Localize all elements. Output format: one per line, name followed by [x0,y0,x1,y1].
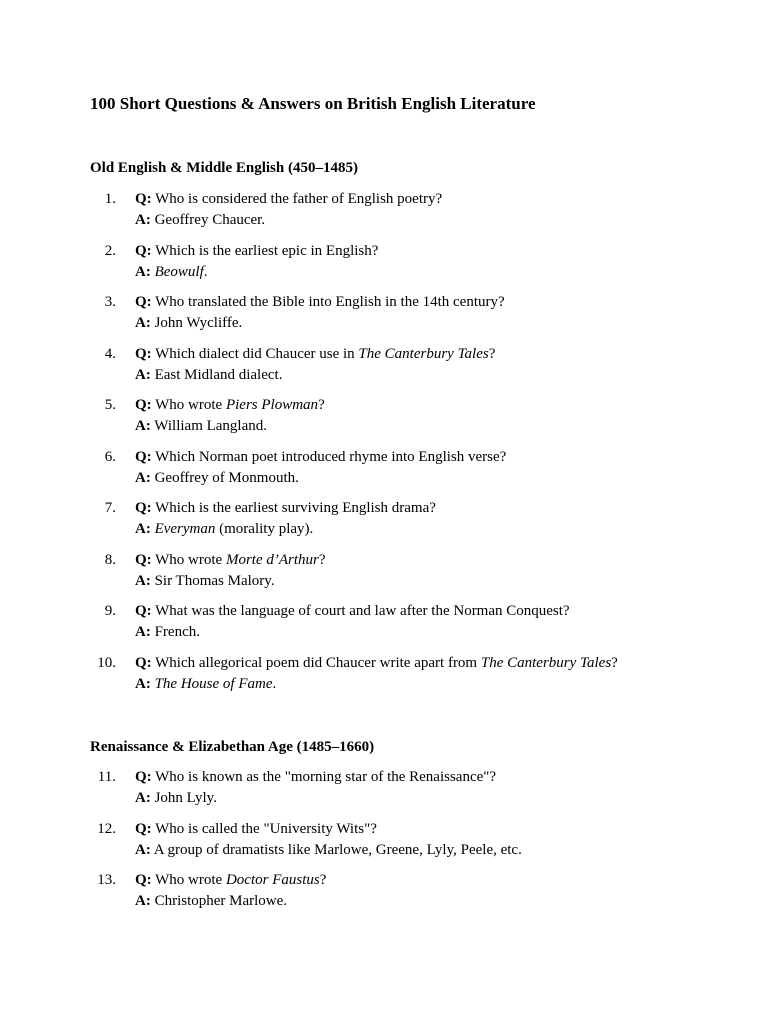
answer-label: A: [135,521,151,537]
answer-line [135,468,299,489]
question-text: Who is known as the "morning star of the Renaissance"? [151,769,497,785]
qa-list-renaissance-elizabethan [90,767,730,922]
item-number: 1. [104,191,116,207]
answer-label: A: [135,469,151,486]
answer-label: A: [135,315,151,331]
answer-title-text: The House of Fame [154,675,273,692]
question-text: What was the language of court and law after the Norman Conquest? [151,603,570,619]
answer-text: . [272,675,277,692]
question-line [135,447,506,468]
qa-item [90,344,730,396]
answer-line [135,788,217,809]
item-number: 7. [104,500,116,516]
item-number: 4. [104,345,116,362]
answer-label: A: [135,366,151,383]
question-text: ? [318,551,326,568]
answer-line [135,313,242,334]
answer-text: . [203,263,208,280]
answer-line [135,365,282,386]
answer-label: A: [135,675,151,692]
answer-text: William Langland. [150,418,268,434]
question-label: Q: [135,448,152,465]
qa-item [90,189,730,241]
question-label: Q: [135,191,152,207]
item-number: 13. [97,872,116,888]
section-heading-renaissance-elizabethan: Renaissance & Elizabethan Age (1485–1660) [90,739,375,755]
qa-item [90,447,730,499]
answer-label: A: [135,624,151,640]
question-label: Q: [135,294,152,310]
question-text: Which allegorical poem did Chaucer write apart from [151,654,481,671]
question-label: Q: [135,551,152,568]
question-label: Q: [135,242,152,259]
question-text: ? [611,654,618,671]
question-line [135,870,326,891]
answer-title-text: Everyman [154,521,216,537]
answer-line [135,622,200,643]
question-label: Q: [135,654,152,671]
answer-label: A: [135,418,151,434]
question-text: Who wrote [151,397,226,413]
qa-item [90,498,730,550]
answer-label: A: [135,841,151,858]
question-label: Q: [135,603,152,619]
answer-line [135,891,287,912]
question-text: Who is called the "University Wits"? [151,820,377,837]
item-number: 5. [104,397,116,413]
question-line [135,601,570,622]
qa-list-old-middle-english [90,189,730,704]
question-line [135,767,496,788]
qa-item [90,601,730,653]
question-text: ? [318,397,325,413]
question-line [135,241,378,262]
section-heading-old-middle-english: Old English & Middle English (450–1485) [90,160,358,176]
question-title-text: Doctor Faustus [225,872,320,888]
item-number: 12. [97,820,116,837]
question-line [135,292,505,313]
answer-text: East Midland dialect. [150,366,283,383]
question-text: Which dialect did Chaucer use in [151,345,359,362]
item-number: 2. [104,242,116,259]
item-number: 10. [97,654,116,671]
question-label: Q: [135,397,152,413]
qa-item [90,870,730,922]
question-text: Who is considered the father of English poetry? [151,191,443,207]
answer-label: A: [135,212,151,228]
item-number: 11. [97,769,116,785]
answer-line [135,840,522,861]
question-label: Q: [135,769,152,785]
answer-text: Geoffrey Chaucer. [150,212,266,228]
item-number: 6. [104,448,116,465]
answer-text: French. [150,624,200,640]
question-line [135,189,442,210]
answer-line [135,416,267,437]
answer-line [135,674,276,695]
answer-text: Sir Thomas Malory. [150,572,275,589]
answer-text: (morality play). [215,521,314,537]
answer-text: Christopher Marlowe. [150,893,288,909]
item-number: 3. [104,294,116,310]
answer-text: A group of dramatists like Marlowe, Greene, Lyly, Peele, etc. [150,841,522,858]
answer-line [135,571,275,592]
question-title-text: Piers Plowman [225,397,319,413]
question-line [135,344,495,365]
question-title-text: Morte d’Arthur [225,551,319,568]
answer-label: A: [135,790,151,806]
document-title: 100 Short Questions & Answers on British English Literature [90,94,536,113]
question-text: Who translated the Bible into English in the 14th century? [151,294,505,310]
question-label: Q: [135,872,152,888]
question-line [135,498,436,519]
question-text: ? [319,872,327,888]
answer-label: A: [135,893,151,909]
answer-text: John Lyly. [150,790,217,806]
question-title-text: The Canterbury Tales [480,654,612,671]
qa-item [90,767,730,819]
question-line [135,653,618,674]
question-text: ? [488,345,496,362]
question-text: Which is the earliest epic in English? [151,242,379,259]
item-number: 8. [104,551,116,568]
question-label: Q: [135,820,152,837]
answer-label: A: [135,572,151,589]
qa-item [90,241,730,293]
question-text: Who wrote [151,872,226,888]
answer-text: John Wycliffe. [150,315,243,331]
question-line [135,550,326,571]
answer-line [135,262,208,283]
answer-label: A: [135,263,151,280]
answer-line [135,519,313,540]
qa-item [90,819,730,871]
item-number: 9. [104,603,116,619]
question-line [135,395,325,416]
answer-line [135,210,265,231]
question-text: Which Norman poet introduced rhyme into English verse? [151,448,507,465]
question-title-text: The Canterbury Tales [358,345,489,362]
qa-item [90,395,730,447]
answer-text: Geoffrey of Monmouth. [150,469,299,486]
question-label: Q: [135,345,152,362]
question-text: Which is the earliest surviving English drama? [151,500,436,516]
question-text: Who wrote [151,551,226,568]
qa-item [90,653,730,705]
answer-title-text: Beowulf [154,263,204,280]
qa-item [90,550,730,602]
question-line [135,819,377,840]
question-label: Q: [135,500,152,516]
qa-item [90,292,730,344]
